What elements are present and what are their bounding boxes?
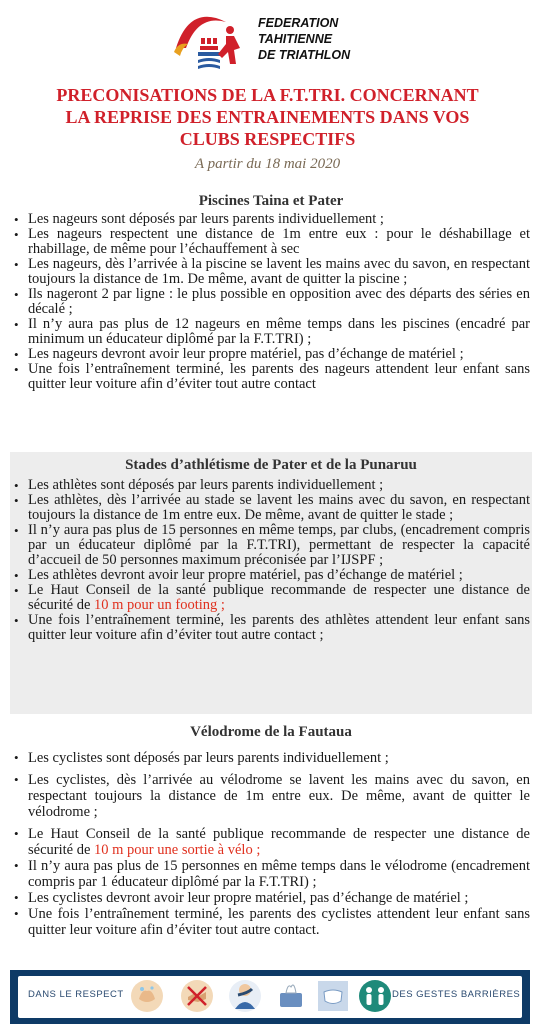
list-item: • Le Haut Conseil de la santé publique recommande de respecter une distance de sécurité de 10 m pour un footing ;: [10, 583, 532, 613]
barrier-gestures-banner: [10, 970, 530, 1024]
title-line: LA REPRISE DES ENTRAINEMENTS DANS VOS: [65, 107, 470, 127]
org-name-line: TAHITIENNE: [258, 32, 333, 46]
list-item: • Une fois l’entraînement terminé, les parents des cyclistes attendent leur enfant sans quitter leur voiture afin d’éviter tout autre contact.: [10, 906, 532, 938]
list-item: • Les nageurs devront avoir leur propre matériel, pas d’échange de matériel ;: [10, 347, 532, 362]
banner-left-text: DANS LE RESPECT: [28, 989, 124, 1000]
face-mask-icon: [316, 979, 350, 1013]
org-name-line: FEDERATION: [258, 16, 339, 30]
section-title: Stades d’athlétisme de Pater et de la Punaruu: [125, 457, 417, 473]
section-velodrome: [10, 718, 532, 938]
federation-name: [258, 15, 398, 63]
section-title: Vélodrome de la Fautaua: [190, 724, 352, 740]
list-item: • Les nageurs, dès l’arrivée à la piscine se lavent les mains avec du savon, en respectant toujours la distance de 1m. De même, avant de quitter la piscine ;: [10, 257, 532, 287]
bullet-list: [10, 212, 532, 392]
list-item: • Les nageurs sont déposés par leurs parents individuellement ;: [10, 212, 532, 227]
tissue-icon: [274, 979, 308, 1013]
list-item: • Les cyclistes sont déposés par leurs parents individuellement ;: [10, 750, 532, 766]
list-item: • Les athlètes, dès l’arrivée au stade se lavent les mains avec du savon, en respectant toujours la distance de 1m entre eux. De même, avant de quitter le stade ;: [10, 493, 532, 523]
highlight-text: 10 m pour un footing ;: [94, 597, 225, 613]
list-item: • Une fois l’entraînement terminé, les parents des nageurs attendent leur enfant sans quitter leur voiture afin d’éviter tout autre contact: [10, 362, 532, 392]
section-piscines: [10, 190, 532, 392]
document-title: [0, 84, 535, 150]
list-item: • Il n’y aura pas plus de 12 nageurs en même temps dans les piscines (encadré par minimum un éducateur diplômé par la F.T.TRI) ;: [10, 317, 532, 347]
section-stades: [10, 452, 532, 714]
banner-panel: [18, 976, 522, 1018]
list-item: • Il n’y aura pas plus de 15 personnes en même temps dans le vélodrome (encadrement compris par 1 éducateur diplômé par la F.T.TRI) ;: [10, 858, 532, 890]
list-item: • Ils nageront 2 par ligne : le plus possible en opposition avec des départs des séries en décalé ;: [10, 287, 532, 317]
document-date: A partir du 18 mai 2020: [194, 156, 341, 172]
list-item: • Il n’y aura pas plus de 15 personnes en même temps, par clubs, (encadrement compris par un éducateur diplômé par la F.T.TRI), permettant de respecter la capacité d’accueil de 50 personnes maximum préconisée par l’IJSPF ;: [10, 523, 532, 568]
org-name-line: DE TRIATHLON: [258, 48, 351, 62]
bullet-list: [10, 750, 532, 938]
cough-elbow-icon: [228, 979, 262, 1013]
list-item: • Une fois l’entraînement terminé, les parents des athlètes attendent leur enfant sans quitter leur voiture afin d’éviter tout autre contact ;: [10, 613, 532, 643]
banner-right-text: DES GESTES BARRIÈRES: [392, 989, 521, 1000]
title-line: CLUBS RESPECTIFS: [179, 129, 356, 149]
list-item: • Les cyclistes devront avoir leur propre matériel, pas d’échange de matériel ;: [10, 890, 532, 906]
distance-icon: [358, 979, 392, 1013]
hand-washing-icon: [130, 979, 164, 1013]
federation-logo-icon: [168, 8, 258, 72]
list-item: • Les nageurs respectent une distance de 1m entre eux : pour le déshabillage et rhabillage, de même pour l’échauffement à sec: [10, 227, 532, 257]
title-line: PRECONISATIONS DE LA F.T.TRI. CONCERNANT: [56, 85, 479, 105]
list-item: • Les athlètes sont déposés par leurs parents individuellement ;: [10, 478, 532, 493]
header: [0, 0, 535, 80]
no-handshake-icon: [180, 979, 214, 1013]
highlight-text: 10 m pour une sortie à vélo ;: [94, 842, 261, 858]
list-item: • Le Haut Conseil de la santé publique recommande de respecter une distance de sécurité de 10 m pour une sortie à vélo ;: [10, 826, 532, 858]
federation-logo: [168, 8, 258, 72]
list-item: • Les cyclistes, dès l’arrivée au vélodrome se lavent les mains avec du savon, en respectant toujours la distance de 1m entre eux. De même, avant de quitter le vélodrome ;: [10, 772, 532, 820]
list-item: • Les athlètes devront avoir leur propre matériel, pas d’échange de matériel ;: [10, 568, 532, 583]
bullet-list: [10, 478, 532, 643]
section-title: Piscines Taina et Pater: [198, 193, 344, 209]
